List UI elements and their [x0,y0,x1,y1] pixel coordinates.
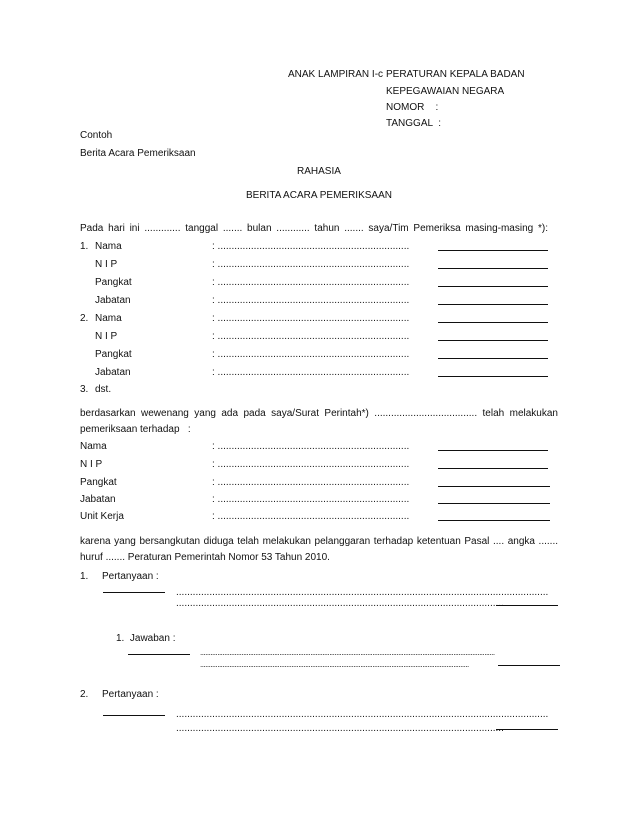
question-1-signature-line [496,605,558,606]
answer-1-signature-line [498,665,560,666]
question-2-initial-line [103,715,165,716]
question-2-dots-1: ...................................................................................................................................... [176,709,549,720]
examiner-1-nama-label: Nama [95,241,122,252]
answer-1-dots-2: ............................................................................................................................................................ [200,660,469,669]
question-2-dots-2: ...................................................................................................................... [176,723,504,734]
examiner-etc: dst. [95,384,112,395]
examiner-1-pangkat-fill: : ..................................................................... [212,277,410,288]
examiner-1-pangkat-label: Pangkat [95,277,132,288]
examiner-2-jabatan-signature-line [438,376,548,377]
subject-unit-kerja-label: Unit Kerja [80,511,124,522]
allegation-line-2: huruf ....... Peraturan Pemerintah Nomor 53 Tahun 2010. [80,552,330,563]
subject-nama-label: Nama [80,441,107,452]
examiner-1-nip-signature-line [438,268,548,269]
examiner-2-nama-label: Nama [95,313,122,324]
attachment-label: ANAK LAMPIRAN I-c [288,69,384,80]
subject-nip-label: N I P [80,459,103,470]
subject-jabatan-fill: : ..................................................................... [212,494,410,505]
document-title: BERITA ACARA PEMERIKSAAN [246,190,392,201]
examiner-2-nama-signature-line [438,322,548,323]
answer-1-label: 1. Jawaban : [116,633,176,644]
subject-pangkat-fill: : ..................................................................... [212,477,410,488]
question-2-signature-line [496,729,558,730]
examiner-1-pangkat-signature-line [438,286,548,287]
regulation-date: TANGGAL : [386,118,442,129]
examiner-2-pangkat-label: Pangkat [95,349,132,360]
examiner-2-pangkat-fill: : ..................................................................... [212,349,410,360]
regulation-number: NOMOR : [386,102,439,113]
examiner-2-nip-fill: : ..................................................................... [212,331,410,342]
examiner-3-number: 3. [80,384,89,395]
authority-line-1: berdasarkan wewenang yang ada pada saya/Surat Perintah*) ..................................... telah melakukan [80,408,558,419]
subject-unit-kerja-signature-line [438,520,550,521]
subject-jabatan-signature-line [438,503,550,504]
subject-nip-fill: : ..................................................................... [212,459,410,470]
regulation-line-1: PERATURAN KEPALA BADAN [386,69,525,80]
examiner-2-number: 2. [80,313,89,324]
examiner-2-nip-label: N I P [95,331,118,342]
allegation-line-1: karena yang bersangkutan diduga telah melakukan pelanggaran terhadap ketentuan Pasal .... angka ....... [80,536,558,547]
document-subtitle: Berita Acara Pemeriksaan [80,148,196,159]
subject-nama-signature-line [438,450,548,451]
subject-nip-signature-line [438,468,548,469]
examiner-2-pangkat-signature-line [438,358,548,359]
subject-pangkat-signature-line [438,486,550,487]
authority-line-2: pemeriksaan terhadap : [80,424,191,435]
answer-1-initial-line [128,654,190,655]
subject-nama-fill: : ..................................................................... [212,441,410,452]
examiner-1-nama-fill: : ..................................................................... [212,241,410,252]
subject-unit-kerja-fill: : ..................................................................... [212,511,410,522]
subject-jabatan-label: Jabatan [80,494,116,505]
subject-pangkat-label: Pangkat [80,477,117,488]
examiner-1-nip-label: N I P [95,259,118,270]
examiner-1-nama-signature-line [438,250,548,251]
example-label: Contoh [80,130,113,141]
question-1-dots-1: ...................................................................................................................................... [176,587,549,598]
opening-statement: Pada hari ini ............. tanggal ....... bulan ............ tahun ....... saya/Tim Pemeriksa masing-masing *): [80,223,548,234]
examiner-1-jabatan-label: Jabatan [95,295,131,306]
examiner-2-jabatan-fill: : ..................................................................... [212,367,410,378]
question-2-label: Pertanyaan : [102,689,159,700]
question-1-dots-2: ...................................................................................................................... [176,598,504,609]
classification-label: RAHASIA [297,166,341,177]
examiner-2-nama-fill: : ..................................................................... [212,313,410,324]
question-1-number: 1. [80,571,89,582]
examiner-2-nip-signature-line [438,340,548,341]
examiner-2-jabatan-label: Jabatan [95,367,131,378]
examiner-1-nip-fill: : ..................................................................... [212,259,410,270]
question-2-number: 2. [80,689,89,700]
question-1-label: Pertanyaan : [102,571,159,582]
examiner-1-jabatan-signature-line [438,304,548,305]
regulation-line-2: KEPEGAWAIAN NEGARA [386,86,505,97]
answer-1-dots-1: ........................................................................................................................................................................... [200,648,495,657]
question-1-initial-line [103,592,165,593]
examiner-1-number: 1. [80,241,89,252]
examiner-1-jabatan-fill: : ..................................................................... [212,295,410,306]
